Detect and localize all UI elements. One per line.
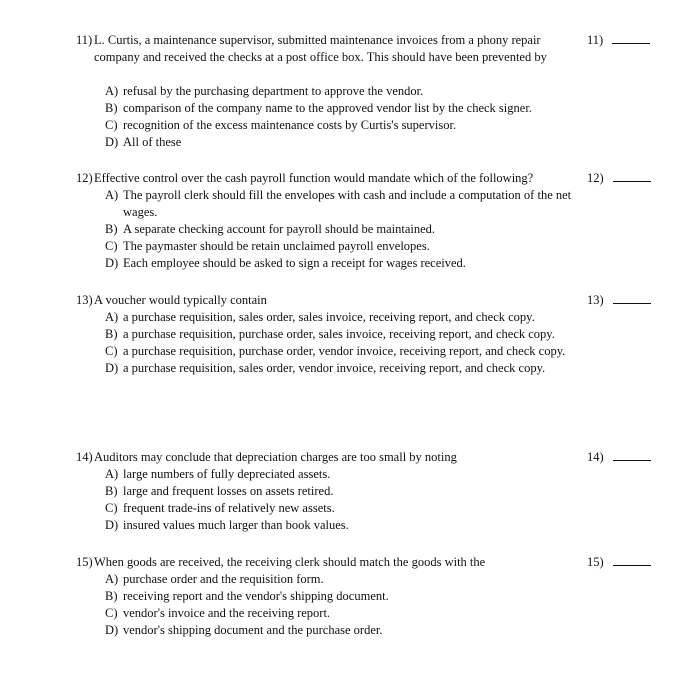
question-stem <box>76 292 576 309</box>
choice-c <box>105 117 585 134</box>
choice-text: refusal by the purchasing department to approve the vendor. <box>123 84 424 98</box>
question-number: 15) <box>76 555 93 569</box>
choice-letter: A) <box>105 572 119 586</box>
answer-blank[interactable] <box>613 451 651 461</box>
choice-letter: D) <box>105 518 119 532</box>
question-text: L. Curtis, a maintenance supervisor, submitted maintenance invoices from a phony repair company and received the checks at a post office box. This should have been prevented by <box>94 33 547 64</box>
choice-letter: C) <box>105 606 118 620</box>
answer-label: 13) <box>587 293 604 307</box>
choice-list <box>105 571 585 639</box>
choice-list <box>105 83 585 151</box>
choice-text: The payroll clerk should fill the envelopes with cash and include a computation of the net wages. <box>123 188 572 219</box>
choice-text: large and frequent losses on assets retired. <box>123 484 334 498</box>
choice-text: A separate checking account for payroll should be maintained. <box>123 222 436 236</box>
choice-c <box>105 343 585 360</box>
answer-blank[interactable] <box>613 294 651 304</box>
choice-d <box>105 360 585 377</box>
choice-letter: B) <box>105 484 118 498</box>
answer-label: 11) <box>587 33 604 47</box>
question-stem <box>76 32 576 66</box>
choice-text: vendor's invoice and the receiving report. <box>123 606 331 620</box>
question-stem <box>76 554 576 571</box>
choice-a <box>105 83 585 100</box>
choice-letter: C) <box>105 239 118 253</box>
answer-slot[interactable] <box>587 170 651 187</box>
choice-letter: C) <box>105 118 118 132</box>
choice-text: a purchase requisition, sales order, vendor invoice, receiving report, and check copy. <box>123 361 546 375</box>
answer-slot[interactable] <box>587 292 651 309</box>
answer-label: 14) <box>587 450 604 464</box>
choice-d <box>105 517 585 534</box>
choice-a <box>105 187 585 221</box>
choice-letter: C) <box>105 501 118 515</box>
answer-label: 15) <box>587 555 604 569</box>
choice-letter: B) <box>105 327 118 341</box>
choice-d <box>105 255 585 272</box>
choice-c <box>105 238 585 255</box>
choice-text: a purchase requisition, purchase order, sales invoice, receiving report, and check copy. <box>123 327 555 341</box>
question-number: 14) <box>76 450 93 464</box>
choice-d <box>105 134 585 151</box>
choice-letter: D) <box>105 361 119 375</box>
choice-letter: D) <box>105 135 119 149</box>
choice-text: All of these <box>123 135 182 149</box>
choice-b <box>105 221 585 238</box>
choice-c <box>105 500 585 517</box>
choice-letter: B) <box>105 589 118 603</box>
answer-slot[interactable] <box>587 32 650 49</box>
answer-blank[interactable] <box>613 172 651 182</box>
choice-text: receiving report and the vendor's shipping document. <box>123 589 389 603</box>
choice-list <box>105 187 585 272</box>
choice-letter: B) <box>105 101 118 115</box>
choice-letter: B) <box>105 222 118 236</box>
choice-text: a purchase requisition, purchase order, vendor invoice, receiving report, and check copy. <box>123 344 566 358</box>
choice-text: Each employee should be asked to sign a receipt for wages received. <box>123 256 466 270</box>
choice-letter: A) <box>105 467 119 481</box>
choice-list <box>105 309 585 377</box>
choice-a <box>105 571 585 588</box>
choice-text: insured values much larger than book values. <box>123 518 349 532</box>
choice-text: large numbers of fully depreciated assets. <box>123 467 331 481</box>
question-stem <box>76 449 576 466</box>
choice-letter: A) <box>105 310 119 324</box>
choice-text: comparison of the company name to the approved vendor list by the check signer. <box>123 101 532 115</box>
choice-letter: C) <box>105 344 118 358</box>
choice-text: recognition of the excess maintenance costs by Curtis's supervisor. <box>123 118 457 132</box>
choice-letter: A) <box>105 84 119 98</box>
choice-text: a purchase requisition, sales order, sales invoice, receiving report, and check copy. <box>123 310 535 324</box>
choice-b <box>105 483 585 500</box>
choice-b <box>105 100 585 117</box>
question-text: Effective control over the cash payroll function would mandate which of the following? <box>94 171 534 185</box>
question-text: Auditors may conclude that depreciation charges are too small by noting <box>94 450 457 464</box>
answer-slot[interactable] <box>587 449 651 466</box>
answer-slot[interactable] <box>587 554 651 571</box>
question-number: 11) <box>76 33 93 47</box>
choice-text: vendor's shipping document and the purchase order. <box>123 623 383 637</box>
question-number: 13) <box>76 293 93 307</box>
question-text: When goods are received, the receiving clerk should match the goods with the <box>94 555 486 569</box>
question-text: A voucher would typically contain <box>94 293 267 307</box>
choice-text: The paymaster should be retain unclaimed payroll envelopes. <box>123 239 430 253</box>
choice-list <box>105 466 585 534</box>
answer-blank[interactable] <box>612 34 650 44</box>
question-stem <box>76 170 576 187</box>
choice-a <box>105 309 585 326</box>
choice-b <box>105 588 585 605</box>
choice-b <box>105 326 585 343</box>
choice-a <box>105 466 585 483</box>
answer-blank[interactable] <box>613 556 651 566</box>
answer-label: 12) <box>587 171 604 185</box>
choice-letter: A) <box>105 188 119 202</box>
choice-letter: D) <box>105 256 119 270</box>
choice-c <box>105 605 585 622</box>
choice-letter: D) <box>105 623 119 637</box>
question-number: 12) <box>76 171 93 185</box>
choice-d <box>105 622 585 639</box>
choice-text: purchase order and the requisition form. <box>123 572 324 586</box>
choice-text: frequent trade-ins of relatively new assets. <box>123 501 335 515</box>
